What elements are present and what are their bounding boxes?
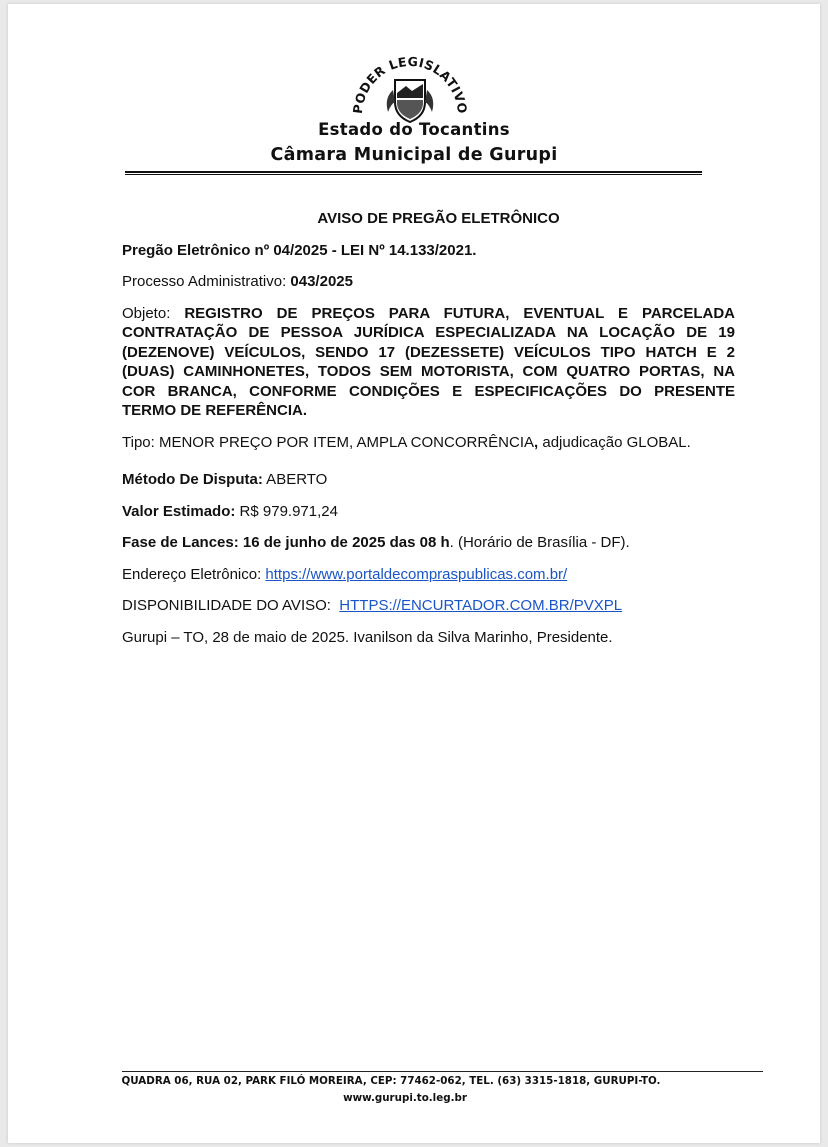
valor-value: R$ 979.971,24 [235,502,338,520]
footer-address: QUADRA 06, RUA 02, PARK FILÓ MOREIRA, CEP: 77462-062, TEL. (63) 3315-1818, GURUPI-TO. [121,1075,661,1087]
valor-line [122,502,735,522]
metodo-value: ABERTO [262,471,328,488]
valor-label: Valor Estimado: [122,502,236,520]
metodo-line [122,470,735,490]
objeto-label: Objeto: [122,304,185,322]
tipo-comma: , [534,433,539,451]
disponibilidade-label: DISPONIBILIDADE DO AVISO: [122,597,340,614]
footer-divider [122,1071,763,1072]
signature-line: Gurupi – TO, 28 de maio de 2025. Ivanilson da Silva Marinho, Presidente. [122,628,613,646]
header-state-name: Estado do Tocantins [318,120,510,139]
pregao-line: Pregão Eletrônico nº 04/2025 - LEI Nº 14.133/2021. [122,241,477,259]
endereco-line [122,565,735,585]
header-divider [125,171,702,175]
logo-seal-icon [340,46,480,124]
endereco-label: Endereço Eletrônico: [122,565,266,583]
metodo-label: Método De Disputa: [122,471,263,488]
logo-arc-text: PODER LEGISLATIVO [349,53,471,115]
poder-legislativo-logo [340,46,480,124]
notice-body [122,209,735,659]
notice-title: AVISO DE PREGÃO ELETRÔNICO [317,210,560,227]
disponibilidade-line [122,596,735,616]
encurtador-link[interactable]: HTTPS://ENCURTADOR.COM.BR/PVXPL [339,597,623,614]
fase-label: Fase de Lances: 16 de junho de 2025 das 08 h [122,534,450,551]
portal-link[interactable]: https://www.portaldecompraspublicas.com.br/ [265,565,568,583]
processo-line [122,272,735,292]
objeto-paragraph [122,304,735,421]
processo-label: Processo Administrativo: [122,273,291,290]
footer-website: www.gurupi.to.leg.br [343,1092,467,1104]
fase-value: . (Horário de Brasília - DF). [449,534,630,551]
header-camara-name: Câmara Municipal de Gurupi [270,145,558,165]
processo-value: 043/2025 [290,273,353,290]
fase-line [122,533,735,553]
objeto-value: REGISTRO DE PREÇOS PARA FUTURA, EVENTUAL E PARCELADA CONTRATAÇÃO DE PESSOA JURÍDICA ESPECIALIZADA NA LOCAÇÃO DE 19 (DEZENOVE) VEÍCULOS, SENDO 17 (DEZESSETE) VEÍCULOS TIPO HATCH E 2 (DUAS) CAMINHONETES, TODOS SEM MOTORISTA, COM QUATRO PORTAS, NA COR BRANCA, CONFORME CONDIÇÕES E ESPECIFICAÇÕES DO PRESENTE TERMO DE REFERÊNCIA. [122,304,735,419]
tipo-paragraph [122,433,735,453]
tipo-part2: adjudicação GLOBAL. [538,433,691,451]
tipo-part1: Tipo: MENOR PREÇO POR ITEM, AMPLA CONCORRÊNCIA [122,433,535,451]
